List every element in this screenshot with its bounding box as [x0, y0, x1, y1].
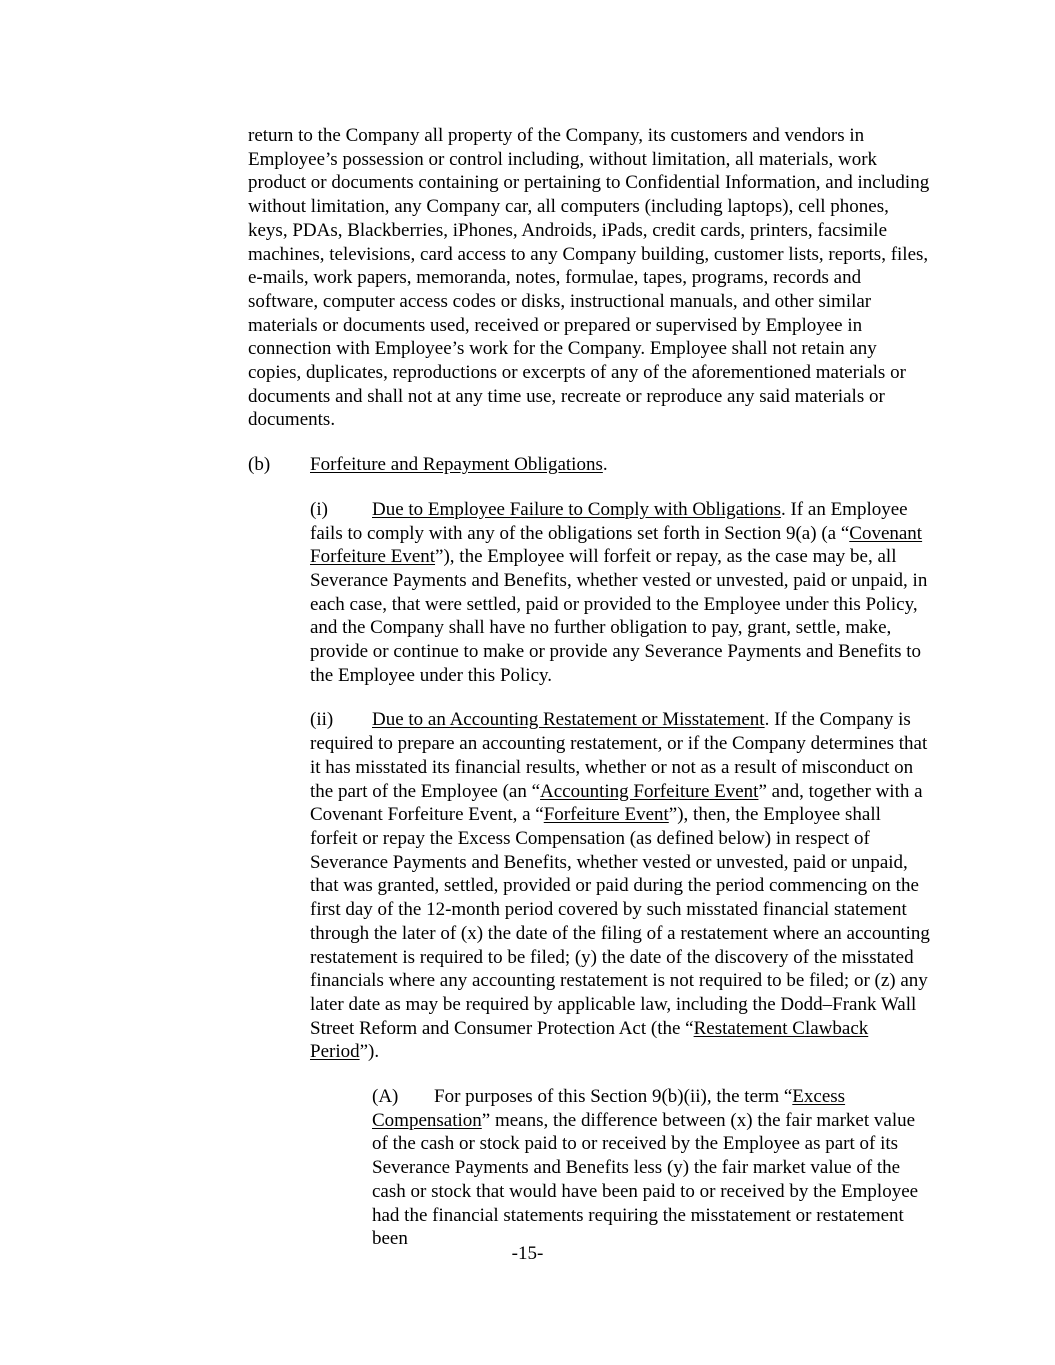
- section-i-label: (i): [310, 498, 328, 520]
- term-restatement-clawback-period: Restatement Clawback Period: [310, 1017, 869, 1063]
- section-ii-paragraph: [248, 708, 930, 1064]
- section-ii-text-1: . If the Company is required to prepare an accounting restatement, or if the Company determines that it has misstated its financial results, whether or not as a result of misconduct on the part of the Employee (an “: [310, 709, 928, 802]
- page-number: -15-: [511, 1243, 544, 1264]
- term-covenant-forfeiture-event: Covenant Forfeiture Event: [310, 522, 923, 568]
- section-a-text-2: ” means, the difference between (x) the fair market value of the cash or stock paid to or received by the Employee as part of its Severance Payments and Benefits less (y) the fair market value of the cash or stock that would have been paid to or received by the Employee had the financial statements requiring the misstatement or restatement been: [372, 1109, 919, 1250]
- section-a-paragraph: [310, 1085, 930, 1251]
- section-a-block: [310, 1085, 930, 1251]
- section-ii-text-2: ” and, together with a Covenant Forfeiture Event, a “: [310, 780, 923, 826]
- section-b-period: .: [602, 454, 608, 476]
- term-excess-compensation: Excess Compensation: [372, 1086, 846, 1131]
- paragraph-return-property: return to the Company all property of the Company, its customers and vendors in Employee’s possession or control including, without limitation, all materials, work product or documents containing or pertaining to Confidential Information, and including without limitation, any Company car, all computers (including laptops), cell phones, keys, PDAs, Blackberries, iPhones, Androids, iPads, credit cards, printers, facsimile machines, televisions, card access to any Company building, customer lists, reports, files, e-mails, work papers, memoranda, notes, formulae, tapes, programs, records and software, computer access codes or disks, instructional manuals, and other similar materials or documents used, received or prepared or supervised by Employee in connection with Employee’s work for the Company. Employee shall not retain any copies, duplicates, reproductions or excerpts of any of the aforementioned materials or documents and shall not at any time use, recreate or reproduce any said materials or documents.: [248, 125, 930, 431]
- section-a-text-1: For purposes of this Section 9(b)(ii), the term “: [434, 1086, 793, 1108]
- section-ii-label: (ii): [310, 709, 334, 731]
- section-ii-text-4: ”).: [359, 1041, 380, 1063]
- section-i-text-2: ”), the Employee will forfeit or repay, as the case may be, all Severance Payments and Benefits, whether vested or unvested, paid or unpaid, in each case, that were settled, paid or provided to the Employee under this Policy, and the Company shall have no further obligation to pay, grant, settle, make, provide or continue to make or provide any Severance Payments and Benefits to the Employee under this Policy.: [310, 546, 928, 686]
- document-body: [248, 124, 930, 1251]
- term-forfeiture-event: Forfeiture Event: [543, 804, 669, 826]
- section-i-paragraph: [248, 498, 930, 688]
- section-ii-text-3: ”), then, the Employee shall forfeit or repay the Excess Compensation (as defined below) in respect of Severance Payments and Benefits, whether vested or unvested, paid or unpaid, that was granted, settled, provided or paid during the period commencing on the first day of the 12-month period covered by such misstated financial statement through the later of (x) the date of the filing of a restatement where an accounting restatement is required to be filed; (y) the date of the discovery of the misstated financials where any accounting restatement is not required to be filed; or (z) any later date as may be required by applicable law, including the Dodd–Frank Wall Street Reform and Consumer Protection Act (the “: [310, 804, 930, 1039]
- section-a-label: (A): [372, 1086, 399, 1108]
- section-ii-heading: Due to an Accounting Restatement or Misstatement: [372, 709, 765, 731]
- section-b-label: (b): [248, 454, 271, 476]
- section-i-text-1: . If an Employee fails to comply with any of the obligations set forth in Section 9(a) (a “: [310, 498, 908, 544]
- section-b-heading: [248, 453, 930, 477]
- section-i-heading: Due to Employee Failure to Comply with Obligations: [372, 498, 781, 520]
- term-accounting-forfeiture-event: Accounting Forfeiture Event: [540, 780, 759, 802]
- section-b-title: Forfeiture and Repayment Obligations: [310, 454, 603, 476]
